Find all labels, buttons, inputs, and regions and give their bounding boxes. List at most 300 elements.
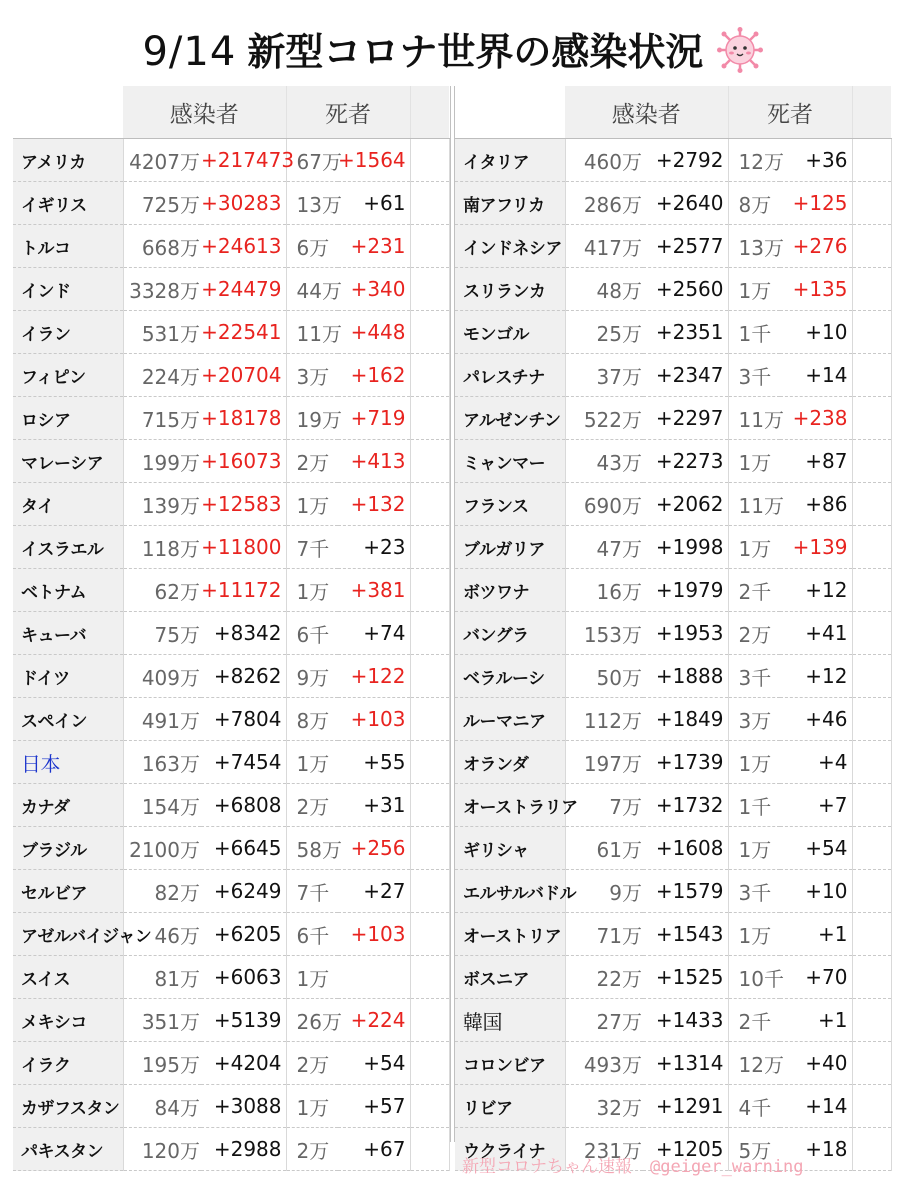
country-name: リビア [455,1085,565,1128]
infected-new: +1739 [643,741,728,784]
right-table-body [455,86,891,1171]
infected-total: 197万 [565,741,643,784]
left-header-deaths: 死者 [286,86,410,139]
table-row [455,827,891,870]
deaths-total: 8万 [728,182,780,225]
country-name: パキスタン [13,1128,123,1171]
deaths-total: 1万 [728,913,780,956]
deaths-total: 6千 [286,612,338,655]
table-row [455,354,891,397]
infected-total: 61万 [565,827,643,870]
country-name: ブラジル [13,827,123,870]
row-spacer [852,354,891,397]
deaths-total: 12万 [728,139,780,182]
infected-new: +16073 [201,440,286,483]
row-spacer [410,913,449,956]
infected-new: +1291 [643,1085,728,1128]
deaths-total: 3万 [286,354,338,397]
table-row [455,913,891,956]
row-spacer [852,311,891,354]
row-spacer [852,526,891,569]
infected-total: 139万 [123,483,201,526]
row-spacer [852,483,891,526]
right-header-row [455,86,891,139]
row-spacer [852,999,891,1042]
deaths-new: +12 [780,655,852,698]
infected-total: 690万 [565,483,643,526]
row-spacer [410,569,449,612]
header-blank [13,86,123,139]
table-row [13,483,449,526]
deaths-new: +4 [780,741,852,784]
infected-total: 120万 [123,1128,201,1171]
infected-new: +5139 [201,999,286,1042]
deaths-total: 1万 [286,1085,338,1128]
deaths-total: 3千 [728,870,780,913]
infected-new: +2273 [643,440,728,483]
row-spacer [410,741,449,784]
table-row [455,784,891,827]
row-spacer [852,1085,891,1128]
deaths-new: +18 [780,1128,852,1171]
deaths-new: +10 [780,870,852,913]
country-name: アメリカ [13,139,123,182]
row-spacer [410,827,449,870]
infected-total: 43万 [565,440,643,483]
infected-total: 46万 [123,913,201,956]
country-name: ドイツ [13,655,123,698]
deaths-new: +139 [780,526,852,569]
title-text: 新型コロナ世界の感染状況 [247,30,704,74]
infected-new: +6249 [201,870,286,913]
infected-total: 22万 [565,956,643,999]
deaths-total: 2万 [286,1128,338,1171]
deaths-total: 11万 [286,311,338,354]
right-header-deaths: 死者 [728,86,852,139]
table-row [455,698,891,741]
row-spacer [410,182,449,225]
deaths-new: +14 [780,1085,852,1128]
infected-new: +1849 [643,698,728,741]
table-row [13,354,449,397]
table-row [13,182,449,225]
infected-total: 725万 [123,182,201,225]
right-header-infected: 感染者 [565,86,728,139]
deaths-total: 13万 [728,225,780,268]
table-row [13,1042,449,1085]
table-row [455,483,891,526]
infected-new: +1579 [643,870,728,913]
infected-total: 81万 [123,956,201,999]
infected-new: +1205 [643,1128,728,1171]
table-row [13,440,449,483]
row-spacer [410,311,449,354]
infected-total: 82万 [123,870,201,913]
row-spacer [410,397,449,440]
infected-new: +2792 [643,139,728,182]
country-name: 南アフリカ [455,182,565,225]
row-spacer [852,1042,891,1085]
infected-new: +6205 [201,913,286,956]
country-name: フランス [455,483,565,526]
country-name: インド [13,268,123,311]
country-name: スイス [13,956,123,999]
table-row [13,526,449,569]
table-row [13,741,449,784]
country-name: スペイン [13,698,123,741]
right-table [455,86,892,1171]
infected-total: 531万 [123,311,201,354]
country-name: エルサルバドル [455,870,565,913]
infected-new: +2297 [643,397,728,440]
infected-total: 409万 [123,655,201,698]
infected-total: 2100万 [123,827,201,870]
deaths-total: 11万 [728,397,780,440]
deaths-total: 2千 [728,569,780,612]
table-row [13,569,449,612]
infected-new: +3088 [201,1085,286,1128]
deaths-new: +31 [338,784,410,827]
table-row [455,612,891,655]
country-name: ボツワナ [455,569,565,612]
country-name: インドネシア [455,225,565,268]
row-spacer [410,999,449,1042]
country-name: キューバ [13,612,123,655]
infected-new: +1543 [643,913,728,956]
deaths-new: +36 [780,139,852,182]
deaths-new: +86 [780,483,852,526]
deaths-total: 1万 [728,526,780,569]
row-spacer [410,526,449,569]
infected-total: 32万 [565,1085,643,1128]
infected-new: +2988 [201,1128,286,1171]
row-spacer [852,698,891,741]
country-name: 日本 [13,741,123,784]
infected-total: 199万 [123,440,201,483]
table-row [13,225,449,268]
deaths-total: 1万 [286,741,338,784]
infected-total: 163万 [123,741,201,784]
table-row [13,268,449,311]
table-row [455,526,891,569]
row-spacer [852,268,891,311]
deaths-new: +448 [338,311,410,354]
infected-total: 9万 [565,870,643,913]
country-name: バングラ [455,612,565,655]
row-spacer [410,483,449,526]
infected-new: +2577 [643,225,728,268]
deaths-new: +231 [338,225,410,268]
table-row [455,655,891,698]
row-spacer [410,440,449,483]
table-row [455,311,891,354]
deaths-new: +132 [338,483,410,526]
row-spacer [410,870,449,913]
infected-new: +20704 [201,354,286,397]
deaths-total: 44万 [286,268,338,311]
deaths-new: +238 [780,397,852,440]
deaths-total: 9万 [286,655,338,698]
infected-total: 668万 [123,225,201,268]
country-name: ルーマニア [455,698,565,741]
country-name: アルゼンチン [455,397,565,440]
deaths-new [338,956,410,999]
infected-total: 84万 [123,1085,201,1128]
country-name: カザフスタン [13,1085,123,1128]
deaths-total: 26万 [286,999,338,1042]
deaths-total: 7千 [286,526,338,569]
table-row [455,1085,891,1128]
row-spacer [410,698,449,741]
country-name: アゼルバイジャン [13,913,123,956]
deaths-new: +103 [338,913,410,956]
row-spacer [852,139,891,182]
table-row [13,913,449,956]
infected-total: 491万 [123,698,201,741]
table-row [13,655,449,698]
infected-total: 3328万 [123,268,201,311]
infected-new: +6808 [201,784,286,827]
infected-new: +6063 [201,956,286,999]
deaths-new: +23 [338,526,410,569]
country-name: コロンビア [455,1042,565,1085]
infected-total: 50万 [565,655,643,698]
row-spacer [852,913,891,956]
infected-total: 47万 [565,526,643,569]
deaths-total: 2万 [286,784,338,827]
infected-total: 286万 [565,182,643,225]
infected-total: 71万 [565,913,643,956]
table-row [455,182,891,225]
country-name: タイ [13,483,123,526]
country-name: マレーシア [13,440,123,483]
deaths-new: +41 [780,612,852,655]
infected-total: 417万 [565,225,643,268]
country-name: パレスチナ [455,354,565,397]
deaths-new: +12 [780,569,852,612]
deaths-new: +413 [338,440,410,483]
deaths-total: 1万 [728,268,780,311]
infected-total: 493万 [565,1042,643,1085]
row-spacer [852,741,891,784]
infected-new: +1888 [643,655,728,698]
deaths-total: 58万 [286,827,338,870]
deaths-new: +40 [780,1042,852,1085]
row-spacer [852,569,891,612]
infected-new: +8262 [201,655,286,698]
deaths-total: 2万 [286,440,338,483]
panel-divider [450,86,451,1142]
table-row [455,268,891,311]
infected-total: 7万 [565,784,643,827]
infected-total: 153万 [565,612,643,655]
deaths-total: 5万 [728,1128,780,1171]
row-spacer [410,225,449,268]
title-date: 9/14 [142,29,237,75]
row-spacer [410,1085,449,1128]
row-spacer [852,655,891,698]
footer-credit [462,1152,862,1176]
infected-new: +1732 [643,784,728,827]
deaths-new: +103 [338,698,410,741]
country-name: イギリス [13,182,123,225]
header-blank [455,86,565,139]
country-name: オーストリア [455,913,565,956]
deaths-new: +54 [338,1042,410,1085]
deaths-new: +381 [338,569,410,612]
row-spacer [410,354,449,397]
country-name: セルビア [13,870,123,913]
deaths-new: +224 [338,999,410,1042]
infected-total: 75万 [123,612,201,655]
header-spacer [852,86,891,139]
deaths-total: 1万 [728,440,780,483]
deaths-total: 4千 [728,1085,780,1128]
deaths-new: +10 [780,311,852,354]
infected-new: +22541 [201,311,286,354]
infected-new: +1608 [643,827,728,870]
infected-new: +217473 [201,139,286,182]
infected-total: 715万 [123,397,201,440]
country-name: オランダ [455,741,565,784]
infected-new: +18178 [201,397,286,440]
infected-total: 25万 [565,311,643,354]
row-spacer [852,784,891,827]
infected-total: 351万 [123,999,201,1042]
deaths-total: 2万 [286,1042,338,1085]
country-name: トルコ [13,225,123,268]
infected-new: +24479 [201,268,286,311]
deaths-new: +27 [338,870,410,913]
left-table-body [13,86,449,1171]
country-name: ベトナム [13,569,123,612]
country-name: モンゴル [455,311,565,354]
table-row [13,612,449,655]
table-row [455,870,891,913]
row-spacer [852,440,891,483]
table-row [13,870,449,913]
table-row [455,225,891,268]
infected-new: +11800 [201,526,286,569]
infected-total: 118万 [123,526,201,569]
table-row [455,569,891,612]
deaths-total: 10千 [728,956,780,999]
table-row [455,956,891,999]
infected-new: +2347 [643,354,728,397]
deaths-new: +55 [338,741,410,784]
infected-new: +2062 [643,483,728,526]
infected-total: 522万 [565,397,643,440]
table-row [455,1042,891,1085]
deaths-new: +54 [780,827,852,870]
deaths-total: 11万 [728,483,780,526]
header-spacer [410,86,449,139]
country-name: ギリシャ [455,827,565,870]
deaths-total: 8万 [286,698,338,741]
infected-new: +12583 [201,483,286,526]
row-spacer [410,784,449,827]
deaths-total: 13万 [286,182,338,225]
table-row [13,784,449,827]
deaths-total: 1万 [286,569,338,612]
infected-new: +7454 [201,741,286,784]
deaths-new: +1564 [338,139,410,182]
deaths-new: +122 [338,655,410,698]
infected-new: +1433 [643,999,728,1042]
table-row [13,999,449,1042]
panel-divider [454,86,455,1142]
table-row [455,397,891,440]
country-name: スリランカ [455,268,565,311]
infected-total: 4207万 [123,139,201,182]
infected-new: +1998 [643,526,728,569]
deaths-new: +87 [780,440,852,483]
country-name: ウクライナ [455,1128,565,1171]
infected-new: +2560 [643,268,728,311]
deaths-total: 1万 [286,956,338,999]
infected-total: 154万 [123,784,201,827]
infected-new: +2640 [643,182,728,225]
country-name: イラク [13,1042,123,1085]
deaths-new: +61 [338,182,410,225]
deaths-new: +162 [338,354,410,397]
country-name: イスラエル [13,526,123,569]
country-name: オーストラリア [455,784,565,827]
row-spacer [852,956,891,999]
deaths-new: +340 [338,268,410,311]
deaths-total: 3千 [728,655,780,698]
row-spacer [410,655,449,698]
row-spacer [852,870,891,913]
country-name: ベラルーシ [455,655,565,698]
deaths-total: 19万 [286,397,338,440]
infected-new: +30283 [201,182,286,225]
deaths-total: 6千 [286,913,338,956]
infected-total: 460万 [565,139,643,182]
deaths-new: +57 [338,1085,410,1128]
footer-brand: 新型コロナちゃん速報 [462,1157,632,1177]
infected-new: +8342 [201,612,286,655]
deaths-total: 7千 [286,870,338,913]
row-spacer [410,1042,449,1085]
deaths-total: 12万 [728,1042,780,1085]
deaths-new: +74 [338,612,410,655]
row-spacer [852,827,891,870]
deaths-new: +1 [780,913,852,956]
deaths-new: +14 [780,354,852,397]
deaths-new: +276 [780,225,852,268]
table-row [455,139,891,182]
deaths-total: 1千 [728,311,780,354]
table-row [13,397,449,440]
deaths-new: +70 [780,956,852,999]
infected-new: +1314 [643,1042,728,1085]
deaths-total: 2万 [728,612,780,655]
table-row [455,440,891,483]
deaths-total: 1万 [286,483,338,526]
table-row [455,999,891,1042]
infected-total: 231万 [565,1128,643,1171]
left-table-panel [13,86,449,1171]
table-row [13,1128,449,1171]
country-name: ロシア [13,397,123,440]
deaths-total: 67万 [286,139,338,182]
row-spacer [852,397,891,440]
deaths-new: +7 [780,784,852,827]
country-name: ボスニア [455,956,565,999]
infected-total: 62万 [123,569,201,612]
deaths-new: +135 [780,268,852,311]
